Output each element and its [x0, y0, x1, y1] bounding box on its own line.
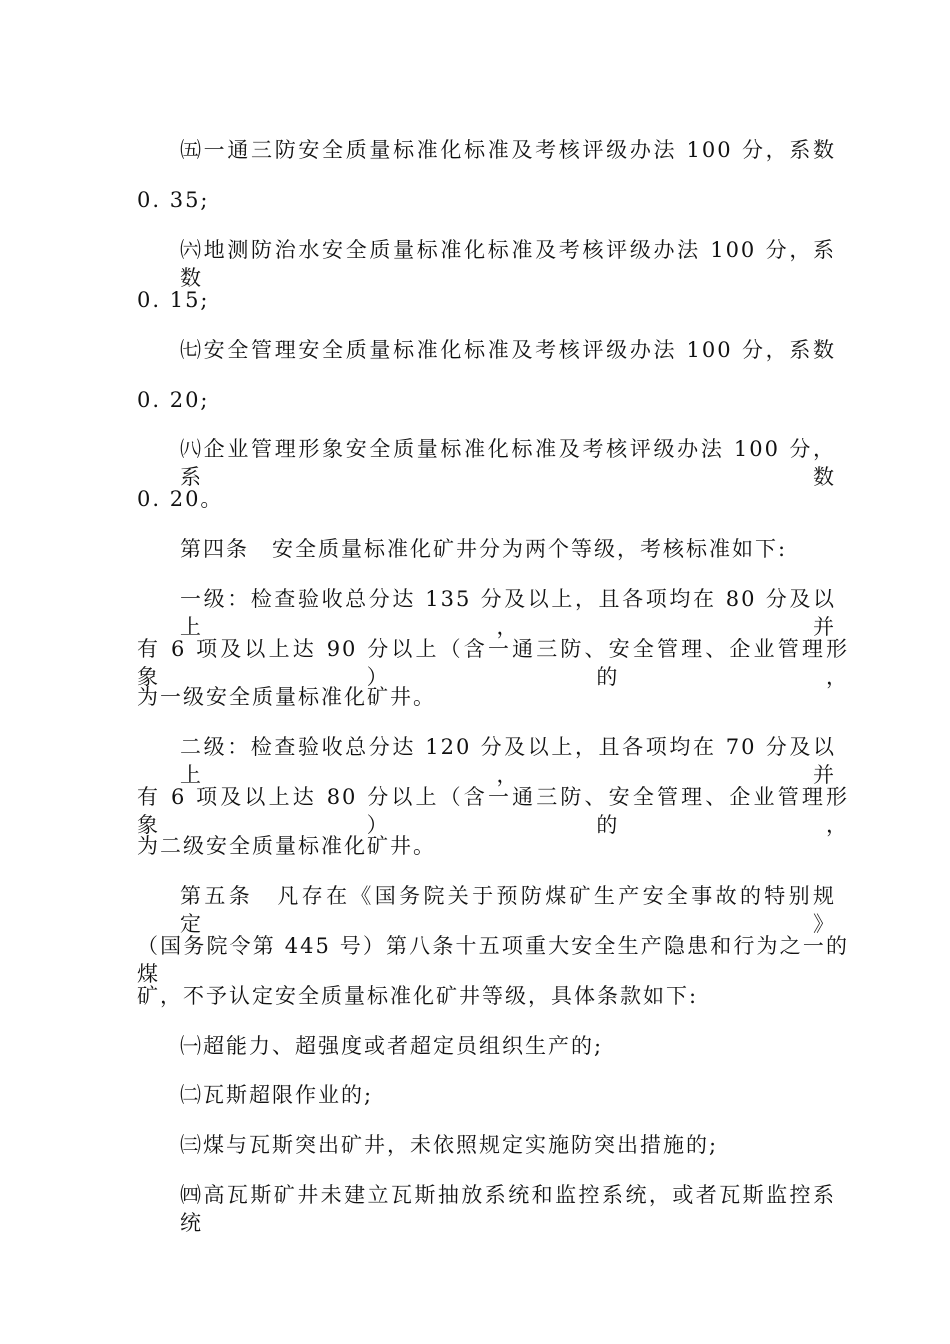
- clause-2: ㈡瓦斯超限作业的;: [180, 1083, 374, 1107]
- article-5-line-3: 矿，不予认定安全质量标准化矿井等级，具体条款如下:: [137, 984, 699, 1008]
- item-7-line-1: ㈦安全管理安全质量标准化标准及考核评级办法 100 分，系数: [180, 338, 836, 362]
- level-1-line-2: 有 6 项及以上达 90 分以上（含一通三防、安全管理、企业管理形象）的，: [137, 637, 849, 689]
- clause-1: ㈠超能力、超强度或者超定员组织生产的;: [180, 1034, 604, 1058]
- item-8-line-1: ㈧企业管理形象安全质量标准化标准及考核评级办法 100 分，系数: [180, 437, 836, 489]
- article-5-line-2: （国务院令第 445 号）第八条十五项重大安全生产隐患和行为之一的煤: [137, 934, 849, 986]
- level-1-line-3: 为一级安全质量标准化矿井。: [137, 685, 436, 709]
- clause-3: ㈢煤与瓦斯突出矿井，未依照规定实施防突出措施的;: [180, 1133, 719, 1157]
- item-6-line-2: 0. 15;: [137, 288, 210, 312]
- level-2-line-1: 二级：检查验收总分达 120 分及以上，且各项均在 70 分及以上，并: [180, 735, 836, 787]
- item-5-line-1: ㈤一通三防安全质量标准化标准及考核评级办法 100 分，系数: [180, 138, 836, 162]
- item-7-line-2: 0. 20;: [137, 388, 210, 412]
- item-5-line-2: 0. 35;: [137, 188, 210, 212]
- item-8-line-2: 0. 20。: [137, 487, 224, 511]
- level-1-line-1: 一级：检查验收总分达 135 分及以上，且各项均在 80 分及以上，并: [180, 587, 836, 639]
- article-5-line-1: 第五条 凡存在《国务院关于预防煤矿生产安全事故的特别规定》: [180, 884, 836, 936]
- level-2-line-2: 有 6 项及以上达 80 分以上（含一通三防、安全管理、企业管理形象）的，: [137, 785, 849, 837]
- article-4-heading: 第四条 安全质量标准化矿井分为两个等级，考核标准如下:: [180, 537, 788, 561]
- clause-4-line-1: ㈣高瓦斯矿井未建立瓦斯抽放系统和监控系统，或者瓦斯监控系统: [180, 1183, 836, 1235]
- level-2-line-3: 为二级安全质量标准化矿井。: [137, 834, 436, 858]
- item-6-line-1: ㈥地测防治水安全质量标准化标准及考核评级办法 100 分，系数: [180, 238, 836, 290]
